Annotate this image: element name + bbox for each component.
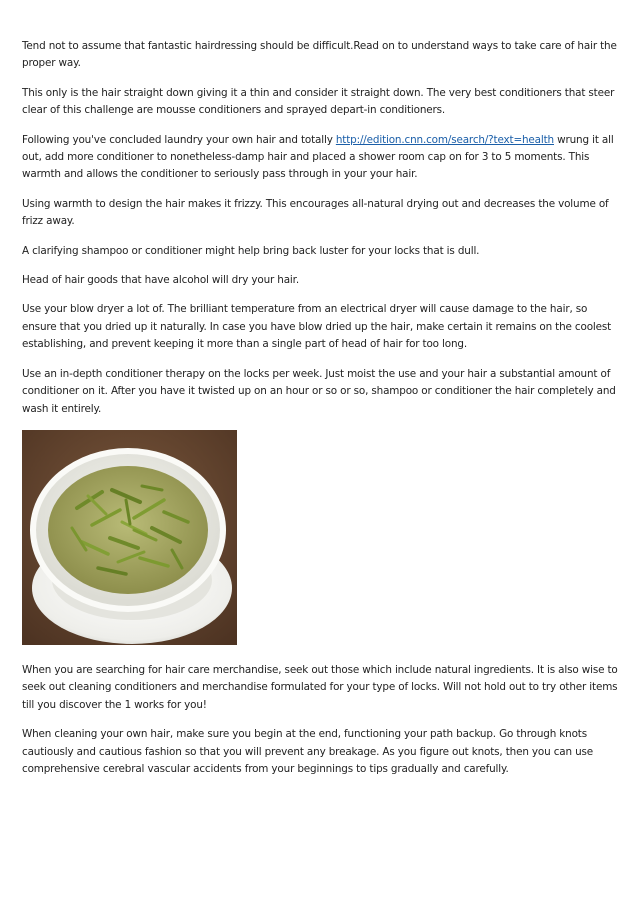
- article: [22, 38, 620, 790]
- paragraph: Tend not to assume that fantastic hairdressing should be difficult.Read on to understand ways to take care of hair the proper way.: [22, 40, 617, 70]
- cnn-health-link[interactable]: http://edition.cnn.com/search/?text=health: [335, 133, 554, 146]
- paragraph: A clarifying shampoo or conditioner might help bring back luster for your locks that is dull.: [22, 244, 480, 257]
- paragraph: Head of hair goods that have alcohol will dry your hair.: [22, 274, 299, 287]
- green-tea-cup-photo: [22, 430, 237, 645]
- paragraph-text: wrung it all out, add more conditioner to nonetheless-damp hair and placed a shower room cap on for 3 to 5 moments. This warmth and allows the conditioner to seriously pass through in your your hair.: [22, 133, 614, 181]
- paragraph: This only is the hair straight down giving it a thin and consider it straight down. The very best conditioners that steer clear of this challenge are mousse conditioners and sprayed depart-in conditioners.: [22, 86, 615, 117]
- paragraph: Use your blow dryer a lot of. The brilliant temperature from an electrical dryer will cause damage to the hair, so ensure that you dried up it naturally. In case you have blow dried up the hair, make certain it remains on the coolest establishing, and prevent keeping it more than a single part of head of hair for too long.: [22, 303, 612, 351]
- paragraph: When cleaning your own hair, make sure you begin at the end, functioning your path backup. Go through knots cautiously and cautious fashion so that you will prevent any breakage. As you figure out knots, then you can use comprehensive cerebral vascular accidents from your beginnings to tips gradually and carefully.: [22, 728, 594, 775]
- paragraph: Use an in-depth conditioner therapy on the locks per week. Just moist the use and your hair a substantial amount of conditioner on it. After you have it twisted up on an hour or so or so, shampoo or conditioner the hair completely and wash it entirely.: [22, 367, 616, 415]
- paragraph: When you are searching for hair care merchandise, seek out those which include natural ingredients. It is also wise to seek out cleaning conditioners and merchandise formulated for your type of locks. Will not hold out to try other items till you discover the 1 works for you!: [22, 663, 618, 711]
- paragraph-text: Following you've concluded laundry your own hair and totally: [22, 133, 336, 146]
- paragraph-with-link: [22, 132, 620, 184]
- paragraph: Using warmth to design the hair makes it frizzy. This encourages all-natural drying out and decreases the volume of frizz away.: [22, 197, 609, 228]
